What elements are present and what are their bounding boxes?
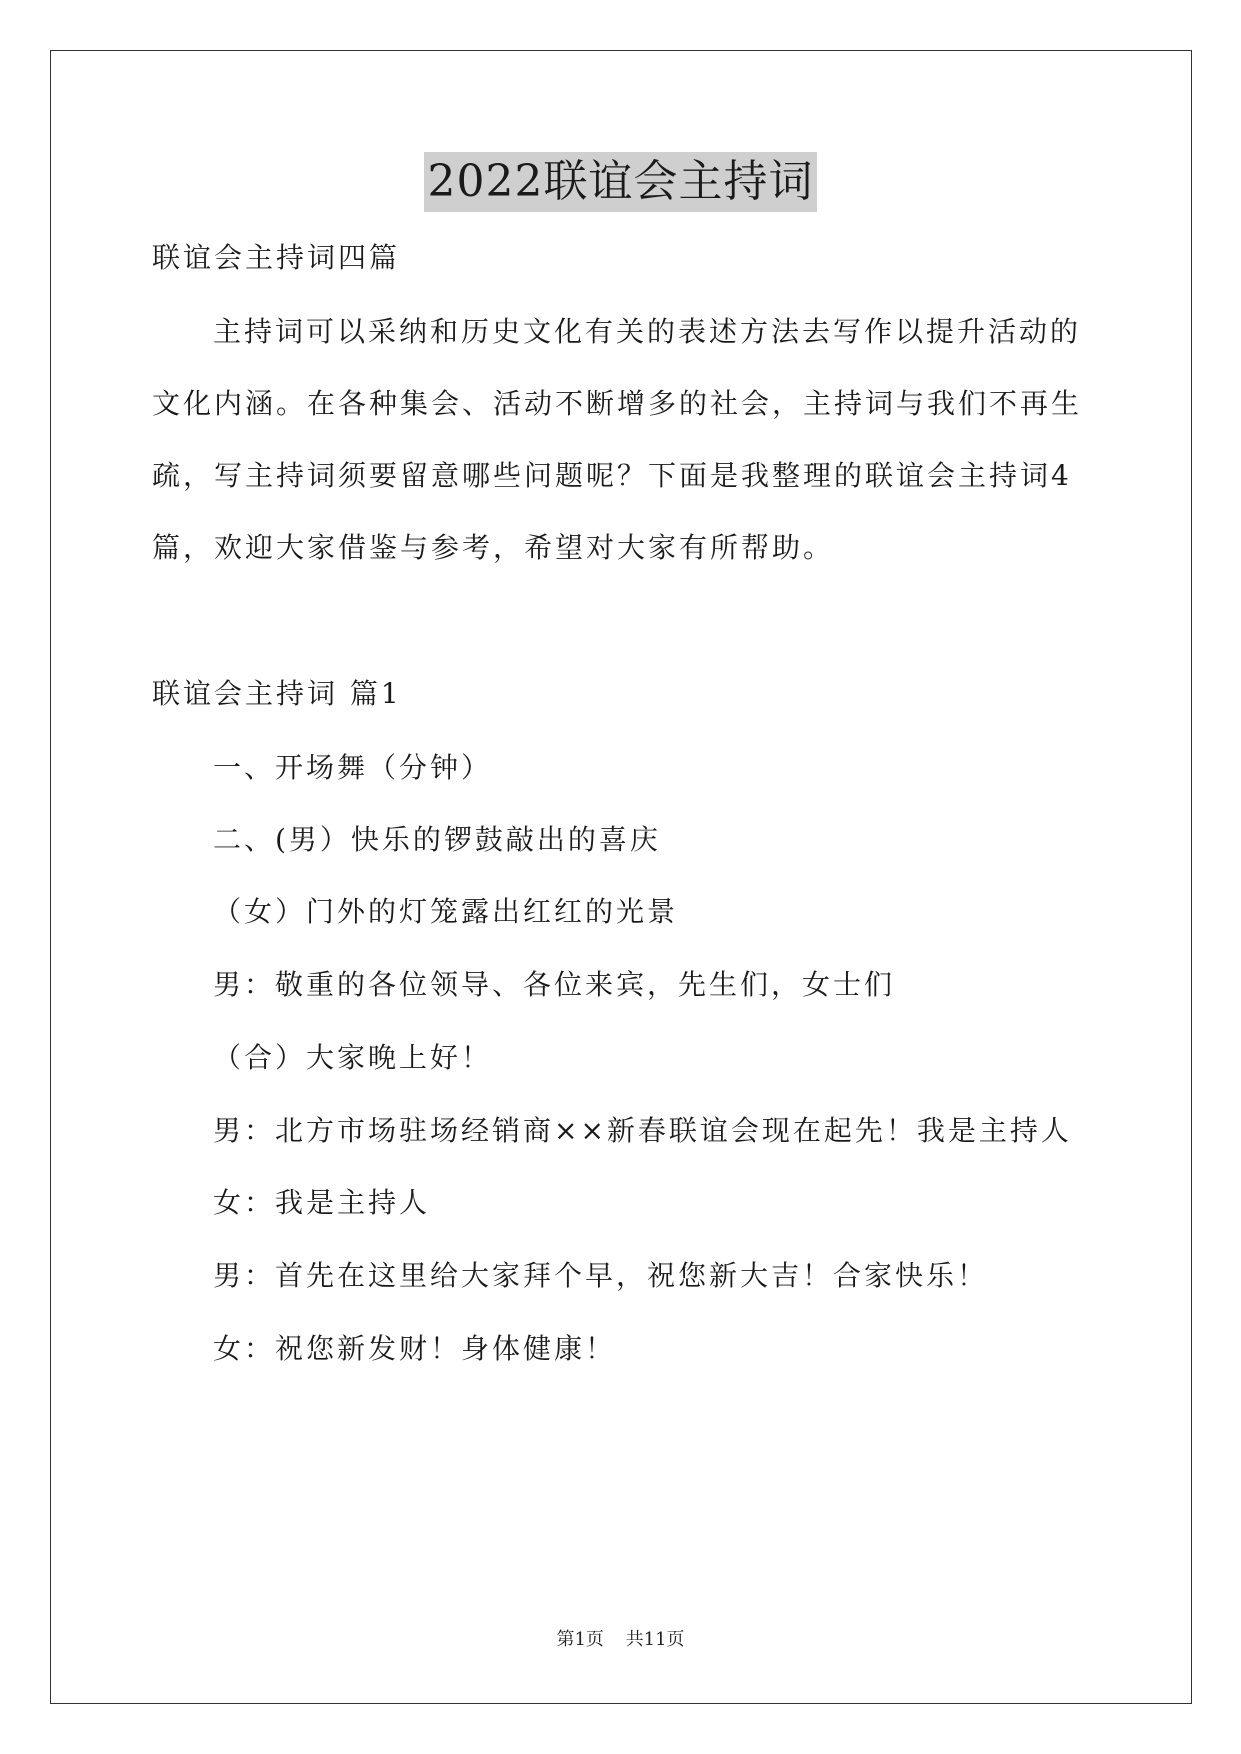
page-number: 第1页 — [556, 1629, 604, 1650]
script-line-8: 男：首先在这里给大家拜个早，祝您新大吉！合家快乐！ — [213, 1259, 989, 1292]
intro-line-4: 篇，欢迎大家借鉴与参考，希望对大家有所帮助。 — [152, 531, 835, 564]
page-total: 共11页 — [625, 1629, 685, 1650]
script-line-3: （女）门外的灯笼露出红红的光景 — [213, 895, 679, 928]
section-heading: 联谊会主持词 篇1 — [152, 677, 402, 710]
intro-line-2: 文化内涵。在各种集会、活动不断增多的社会，主持词与我们不再生 — [152, 387, 1083, 420]
document-subtitle: 联谊会主持词四篇 — [152, 241, 401, 274]
document-title: 2022联谊会主持词 — [424, 152, 818, 212]
page-border — [50, 50, 1192, 1704]
script-line-9: 女：祝您新发财！身体健康！ — [213, 1332, 617, 1365]
script-line-2: 二、(男）快乐的锣鼓敲出的喜庆 — [213, 823, 661, 856]
script-line-1: 一、开场舞（分钟） — [213, 751, 493, 784]
script-line-7: 女：我是主持人 — [213, 1186, 431, 1219]
intro-line-3: 疏，写主持词须要留意哪些问题呢？下面是我整理的联谊会主持词4 — [152, 459, 1072, 492]
title-container — [0, 152, 1241, 212]
page-footer — [0, 1628, 1241, 1652]
script-line-6: 男：北方市场驻场经销商××新春联谊会现在起先！我是主持人 — [213, 1114, 1072, 1147]
intro-line-1: 主持词可以采纳和历史文化有关的表述方法去写作以提升活动的 — [213, 315, 1082, 348]
script-line-4: 男：敬重的各位领导、各位来宾，先生们，女士们 — [213, 968, 896, 1001]
script-line-5: （合）大家晚上好！ — [213, 1041, 493, 1074]
